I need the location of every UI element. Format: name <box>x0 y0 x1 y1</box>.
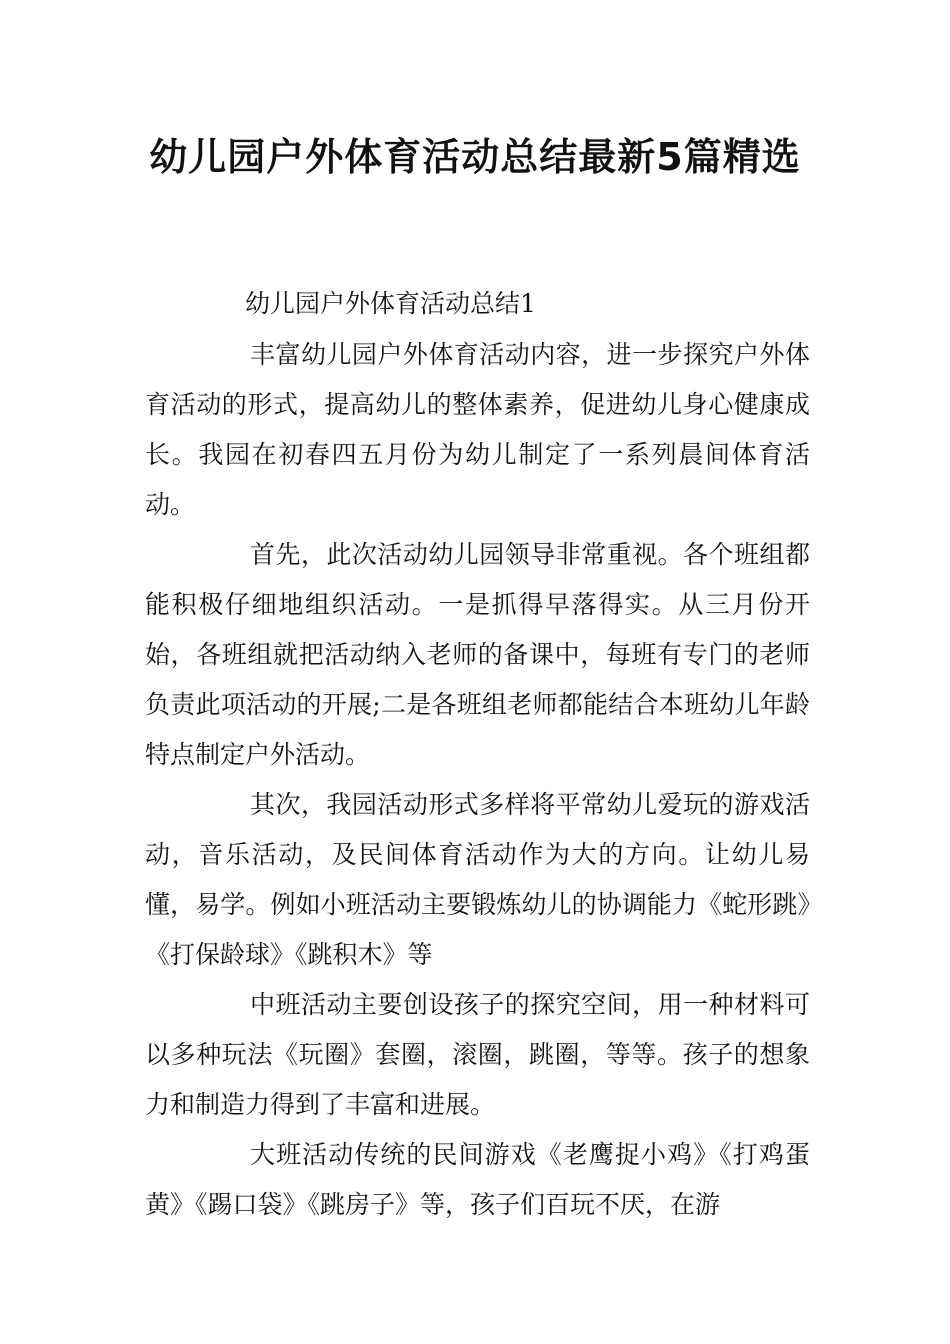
document-title: 幼儿园户外体育活动总结最新5篇精选 <box>149 135 801 179</box>
paragraph-1: 丰富幼儿园户外体育活动内容，进一步探究户外体育活动的形式，提高幼儿的整体素养，促进幼儿身心健康成长。我园在初春四五月份为幼儿制定了一系列晨间体育活动。 <box>145 340 810 519</box>
paragraph-5: 大班活动传统的民间游戏《老鹰捉小鸡》《打鸡蛋黄》《踢口袋》《跳房子》等，孩子们百玩不厌，在游 <box>145 1140 810 1219</box>
paragraph-3: 其次，我园活动形式多样将平常幼儿爱玩的游戏活动，音乐活动，及民间体育活动作为大的方向。让幼儿易懂，易学。例如小班活动主要锻炼幼儿的协调能力《蛇形跳》《打保龄球》《跳积木》等 <box>145 790 810 969</box>
section-heading: 幼儿园户外体育活动总结1 <box>245 289 536 318</box>
paragraph-4: 中班活动主要创设孩子的探究空间，用一种材料可以多种玩法《玩圈》套圈，滚圈，跳圈，等等。孩子的想象力和制造力得到了丰富和进展。 <box>145 990 810 1119</box>
paragraph-2: 首先，此次活动幼儿园领导非常重视。各个班组都能积极仔细地组织活动。一是抓得早落得实。从三月份开始，各班组就把活动纳入老师的备课中，每班有专门的老师负责此项活动的开展;二是各班组老师都能结合本班幼儿年龄特点制定户外活动。 <box>145 540 810 769</box>
document-body <box>145 330 810 1230</box>
